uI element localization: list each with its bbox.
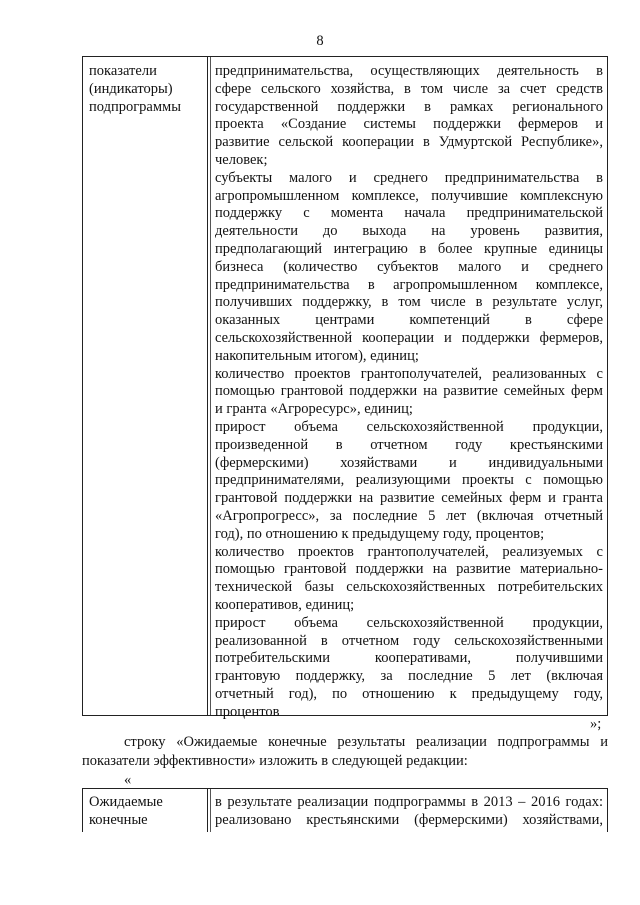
closing-quote: »; bbox=[590, 716, 602, 732]
paragraph-line: строку «Ожидаемые конечные результаты реализации подпрограммы и bbox=[124, 734, 608, 750]
content-cell bbox=[215, 793, 603, 829]
label-cell bbox=[89, 793, 163, 829]
content-line: получивших поддержку, в том числе в результате услуг, bbox=[215, 294, 603, 311]
label-line: Ожидаемые bbox=[89, 794, 163, 810]
content-line: кооперативов, единиц; bbox=[215, 596, 355, 613]
content-line: количество проектов грантополучателей, реализованных с bbox=[215, 365, 603, 382]
content-line: прирост объема сельскохозяйственной продукции, bbox=[215, 614, 603, 631]
content-line: грантовой поддержки на развитие семейных ферм и гранта bbox=[215, 490, 603, 507]
indicators-table bbox=[82, 56, 608, 720]
content-line: год), по отношению к предыдущему году, процентов; bbox=[215, 525, 545, 542]
content-line: сельскохозяйственной кооперации и поддержки фермеров, bbox=[215, 329, 603, 346]
results-table bbox=[82, 788, 608, 832]
content-line: (фермерскими) хозяйствами и индивидуальными bbox=[215, 454, 603, 471]
content-line: помощью грантовой поддержки на развитие материально- bbox=[215, 561, 603, 578]
content-line: поддержку с момента начала предпринимательской bbox=[215, 205, 603, 222]
content-line: прирост объема сельскохозяйственной продукции, bbox=[215, 418, 603, 435]
content-line: предпринимательства в агропромышленном комплексе, bbox=[215, 276, 603, 293]
content-line: развитие сельской кооперации в Удмуртской Республике», bbox=[215, 134, 603, 151]
content-line: предпринимательства, осуществляющих деятельность в bbox=[215, 63, 603, 79]
content-line: проекта «Создание системы поддержки фермеров и bbox=[215, 116, 603, 133]
content-line: деятельности до выхода на уровень развития, bbox=[215, 223, 603, 240]
content-line: предполагающий интеграцию в более крупные единицы bbox=[215, 240, 603, 257]
content-line: реализовано крестьянскими (фермерскими) хозяйствами, bbox=[215, 812, 603, 828]
label-line: (индикаторы) bbox=[89, 80, 173, 97]
content-line: реализованной в отчетном году сельскохозяйственными bbox=[215, 632, 603, 649]
label-cell bbox=[89, 63, 201, 116]
content-line: сфере сельского хозяйства, в том числе за счет средств bbox=[215, 80, 603, 97]
content-line: помощью грантовой поддержки на развитие семейных ферм bbox=[215, 383, 603, 400]
label-line: подпрограммы bbox=[89, 98, 181, 115]
content-line: количество проектов грантополучателей, реализуемых с bbox=[215, 543, 603, 560]
paragraph-line: показатели эффективности» изложить в следующей редакции: bbox=[82, 753, 468, 769]
content-cell bbox=[215, 63, 603, 721]
content-line: «Агропрогресс», за последние 5 лет (включая отчетный bbox=[215, 507, 603, 524]
column-divider-inner bbox=[210, 57, 211, 715]
content-line: технической базы сельскохозяйственных потребительских bbox=[215, 579, 603, 596]
content-line: потребительскими кооперативами, получившими bbox=[215, 650, 603, 667]
column-divider bbox=[207, 57, 208, 715]
label-line: показатели bbox=[89, 63, 157, 79]
content-line: государственной поддержки в рамках регионального bbox=[215, 98, 603, 115]
content-line: субъекты малого и среднего предпринимательства в bbox=[215, 169, 603, 186]
content-line: отчетный год), по отношению к предыдущему году, bbox=[215, 685, 603, 702]
body-paragraph bbox=[82, 733, 608, 771]
content-line: оказанных центрами компетенций в сфере bbox=[215, 312, 603, 329]
content-line: агропромышленном комплексе, получившие комплексную bbox=[215, 187, 603, 204]
opening-quote: « bbox=[124, 772, 132, 788]
content-line: произведенной в отчетном году крестьянскими bbox=[215, 436, 603, 453]
column-divider bbox=[207, 789, 208, 832]
content-line: предпринимателями, реализующими проекты с помощью bbox=[215, 472, 603, 489]
content-line: накопительным итогом), единиц; bbox=[215, 347, 419, 364]
content-line: грантовую поддержку, за последние 5 лет (включая bbox=[215, 668, 603, 685]
column-divider-inner bbox=[210, 789, 211, 832]
content-line: в результате реализации подпрограммы в 2013 – 2016 годах: bbox=[215, 794, 603, 810]
page-number: 8 bbox=[316, 33, 324, 49]
content-line: и гранта «Агроресурс», единиц; bbox=[215, 401, 413, 418]
content-line: процентов bbox=[215, 703, 280, 720]
content-line: человек; bbox=[215, 151, 268, 168]
label-line: конечные bbox=[89, 812, 148, 828]
content-line: бизнеса (количество субъектов малого и среднего bbox=[215, 258, 603, 275]
